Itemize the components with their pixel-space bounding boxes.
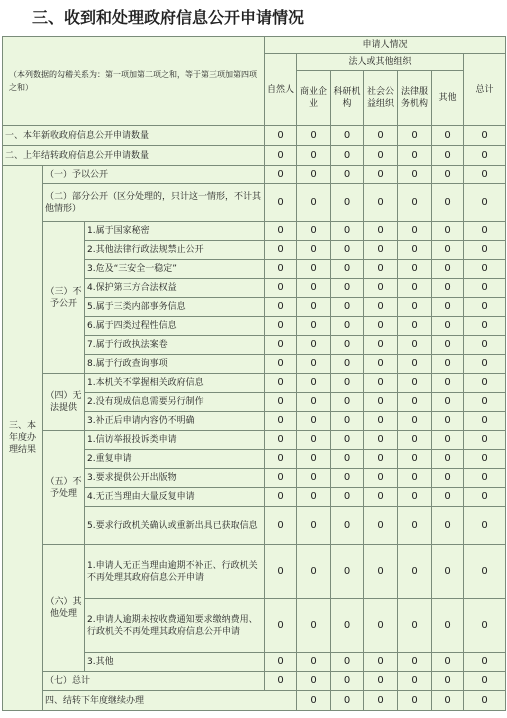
cell-value: 0 xyxy=(331,653,364,672)
row-label: （二）部分公开（区分处理的，只计这一情形，不计其他情形） xyxy=(43,184,265,222)
group-unable-provide: （四）无法提供 xyxy=(43,374,85,431)
row-label: 5.属于三类内部事务信息 xyxy=(85,298,265,317)
cell-value: 0 xyxy=(297,431,331,450)
cell-value: 0 xyxy=(297,691,331,711)
cell-value: 0 xyxy=(398,599,432,653)
cell-value: 0 xyxy=(297,355,331,374)
cell-value: 0 xyxy=(265,298,297,317)
row-label: 1.信访举报投诉类申请 xyxy=(85,431,265,450)
cell-value: 0 xyxy=(398,545,432,599)
cell-value: 0 xyxy=(364,374,398,393)
cell-value: 0 xyxy=(432,545,464,599)
cell-value: 0 xyxy=(265,336,297,355)
cell-value: 0 xyxy=(297,488,331,507)
cell-value: 0 xyxy=(432,653,464,672)
cell-value: 0 xyxy=(364,469,398,488)
page-title: 三、收到和处理政府信息公开申请情况 xyxy=(32,8,305,27)
cell-value: 0 xyxy=(398,393,432,412)
cell-value: 0 xyxy=(364,599,398,653)
cell-value: 0 xyxy=(464,146,506,166)
cell-value: 0 xyxy=(432,279,464,298)
cell-value: 0 xyxy=(265,412,297,431)
cell-value: 0 xyxy=(432,431,464,450)
cell-value: 0 xyxy=(464,166,506,184)
cell-value: 0 xyxy=(265,672,297,691)
cell-value: 0 xyxy=(398,412,432,431)
row-label: 2.申请人逾期未按收费通知要求缴纳费用、行政机关不再处理其政府信息公开申请 xyxy=(85,599,265,653)
cell-value: 0 xyxy=(432,355,464,374)
cell-value: 0 xyxy=(297,393,331,412)
cell-value: 0 xyxy=(464,184,506,222)
info-disclosure-table xyxy=(2,36,506,711)
row-label: 6.属于四类过程性信息 xyxy=(85,317,265,336)
cell-value: 0 xyxy=(364,653,398,672)
cell-value: 0 xyxy=(331,260,364,279)
cell-value: 0 xyxy=(297,241,331,260)
row-label: 3.其他 xyxy=(85,653,265,672)
cell-value: 0 xyxy=(265,393,297,412)
cell-value: 0 xyxy=(464,222,506,241)
cell-value: 0 xyxy=(364,126,398,146)
cell-value: 0 xyxy=(265,184,297,222)
cell-value: 0 xyxy=(464,599,506,653)
cell-value: 0 xyxy=(364,431,398,450)
cell-value: 0 xyxy=(331,545,364,599)
row-label: 3.补正后申请内容仍不明确 xyxy=(85,412,265,431)
cell-value: 0 xyxy=(265,241,297,260)
cell-value: 0 xyxy=(297,279,331,298)
cell-value: 0 xyxy=(432,374,464,393)
cell-value: 0 xyxy=(464,653,506,672)
cell-value: 0 xyxy=(265,374,297,393)
row-label: （一）予以公开 xyxy=(43,166,265,184)
cell-value: 0 xyxy=(432,126,464,146)
header-social: 社会公益组织 xyxy=(364,71,398,126)
cell-value: 0 xyxy=(265,450,297,469)
cell-value: 0 xyxy=(464,545,506,599)
cell-value: 0 xyxy=(297,374,331,393)
cell-value: 0 xyxy=(432,507,464,545)
cell-value: 0 xyxy=(265,146,297,166)
cell-value: 0 xyxy=(432,672,464,691)
cell-value: 0 xyxy=(398,241,432,260)
cell-value: 0 xyxy=(398,431,432,450)
row-label: 2.其他法律行政法规禁止公开 xyxy=(85,241,265,260)
cell-value: 0 xyxy=(297,653,331,672)
cell-value: 0 xyxy=(464,317,506,336)
cell-value: 0 xyxy=(432,450,464,469)
cell-value: 0 xyxy=(297,222,331,241)
cell-value: 0 xyxy=(398,260,432,279)
cell-value: 0 xyxy=(265,355,297,374)
group-not-disclosed: （三）不予公开 xyxy=(43,222,85,374)
cell-value: 0 xyxy=(364,545,398,599)
cell-value: 0 xyxy=(464,374,506,393)
cell-value: 0 xyxy=(432,691,464,711)
cell-value: 0 xyxy=(265,222,297,241)
header-legal-group: 法人或其他组织 xyxy=(297,54,464,71)
cell-value: 0 xyxy=(297,450,331,469)
row-label: 7.属于行政执法案卷 xyxy=(85,336,265,355)
cell-value: 0 xyxy=(265,317,297,336)
cell-value: 0 xyxy=(331,279,364,298)
group-not-processed: （五）不予处理 xyxy=(43,431,85,545)
row-label: 3.危及“三安全一稳定” xyxy=(85,260,265,279)
cell-value: 0 xyxy=(265,488,297,507)
cell-value: 0 xyxy=(364,146,398,166)
cell-value: 0 xyxy=(398,336,432,355)
cell-value: 0 xyxy=(364,336,398,355)
cell-value: 0 xyxy=(297,146,331,166)
cell-value: 0 xyxy=(432,222,464,241)
cell-value: 0 xyxy=(432,298,464,317)
cell-value: 0 xyxy=(265,279,297,298)
cell-value: 0 xyxy=(297,166,331,184)
header-total: 总计 xyxy=(464,54,506,126)
cell-value: 0 xyxy=(398,126,432,146)
cell-value: 0 xyxy=(464,298,506,317)
cell-value: 0 xyxy=(364,241,398,260)
cell-value: 0 xyxy=(398,691,432,711)
cell-value: 0 xyxy=(265,126,297,146)
cell-value: 0 xyxy=(464,393,506,412)
cell-value: 0 xyxy=(297,507,331,545)
cell-value: 0 xyxy=(364,355,398,374)
cell-value: 0 xyxy=(364,317,398,336)
cell-value: 0 xyxy=(297,599,331,653)
cell-value: 0 xyxy=(432,241,464,260)
cell-value: 0 xyxy=(265,545,297,599)
cell-value: 0 xyxy=(331,488,364,507)
cell-value: 0 xyxy=(297,469,331,488)
cell-value: 0 xyxy=(331,355,364,374)
cell-value: 0 xyxy=(398,166,432,184)
cell-value: 0 xyxy=(464,507,506,545)
cell-value: 0 xyxy=(297,672,331,691)
cell-value: 0 xyxy=(331,450,364,469)
row-label: 8.属于行政查询事项 xyxy=(85,355,265,374)
cell-value: 0 xyxy=(398,672,432,691)
cell-value: 0 xyxy=(432,393,464,412)
cell-value: 0 xyxy=(398,317,432,336)
cell-value: 0 xyxy=(364,488,398,507)
cell-value: 0 xyxy=(265,507,297,545)
cell-value: 0 xyxy=(331,146,364,166)
cell-value: 0 xyxy=(331,374,364,393)
cell-value: 0 xyxy=(331,317,364,336)
cell-value: 0 xyxy=(464,672,506,691)
cell-value: 0 xyxy=(398,374,432,393)
cell-value: 0 xyxy=(364,279,398,298)
cell-value: 0 xyxy=(331,222,364,241)
cell-value: 0 xyxy=(398,450,432,469)
cell-value: 0 xyxy=(464,355,506,374)
cell-value: 0 xyxy=(398,146,432,166)
row-label: 1.申请人无正当理由逾期不补正、行政机关不再处理其政府信息公开申请 xyxy=(85,545,265,599)
cell-value: 0 xyxy=(432,599,464,653)
cell-value: 0 xyxy=(331,126,364,146)
cell-value: 0 xyxy=(398,279,432,298)
cell-value: 0 xyxy=(331,431,364,450)
row-label: 5.要求行政机关确认或重新出具已获取信息 xyxy=(85,507,265,545)
row-label: 四、结转下年度继续办理 xyxy=(43,691,297,711)
cell-value: 0 xyxy=(464,279,506,298)
cell-value: 0 xyxy=(398,488,432,507)
cell-value: 0 xyxy=(464,336,506,355)
cell-value: 0 xyxy=(464,260,506,279)
cell-value: 0 xyxy=(297,336,331,355)
cell-value: 0 xyxy=(265,166,297,184)
header-legal-service: 法律服务机构 xyxy=(398,71,432,126)
cell-value: 0 xyxy=(331,241,364,260)
header-other: 其他 xyxy=(432,71,464,126)
header-applicant: 申请人情况 xyxy=(265,37,506,54)
cell-value: 0 xyxy=(364,691,398,711)
cell-value: 0 xyxy=(364,184,398,222)
cell-value: 0 xyxy=(464,412,506,431)
cell-value: 0 xyxy=(331,469,364,488)
cell-value: 0 xyxy=(364,298,398,317)
cell-value: 0 xyxy=(331,412,364,431)
cell-value: 0 xyxy=(331,336,364,355)
cell-value: 0 xyxy=(432,166,464,184)
row-label: （七）总计 xyxy=(43,672,265,691)
cell-value: 0 xyxy=(464,431,506,450)
cell-value: 0 xyxy=(432,336,464,355)
cell-value: 0 xyxy=(297,412,331,431)
cell-value: 0 xyxy=(364,672,398,691)
group-other-processing: （六）其他处理 xyxy=(43,545,85,672)
cell-value: 0 xyxy=(398,507,432,545)
row-label: 1.属于国家秘密 xyxy=(85,222,265,241)
cell-value: 0 xyxy=(364,393,398,412)
cell-value: 0 xyxy=(432,317,464,336)
row-label: 一、本年新收政府信息公开申请数量 xyxy=(3,126,265,146)
header-research: 科研机构 xyxy=(331,71,364,126)
row-label: 4.保护第三方合法权益 xyxy=(85,279,265,298)
cell-value: 0 xyxy=(331,691,364,711)
cell-value: 0 xyxy=(297,126,331,146)
cell-value: 0 xyxy=(265,431,297,450)
cell-value: 0 xyxy=(464,691,506,711)
cell-value: 0 xyxy=(432,146,464,166)
cell-value: 0 xyxy=(464,241,506,260)
cell-value: 0 xyxy=(398,222,432,241)
cell-value: 0 xyxy=(297,184,331,222)
group-year-result: 三、本年度办理结果 xyxy=(3,166,43,711)
header-natural-person: 自然人 xyxy=(265,54,297,126)
row-label: 2.重复申请 xyxy=(85,450,265,469)
cell-value: 0 xyxy=(464,488,506,507)
cell-value: 0 xyxy=(297,298,331,317)
cell-value: 0 xyxy=(364,222,398,241)
header-commercial: 商业企业 xyxy=(297,71,331,126)
row-label: 3.要求提供公开出版物 xyxy=(85,469,265,488)
cell-value: 0 xyxy=(364,412,398,431)
cell-value: 0 xyxy=(331,166,364,184)
cell-value: 0 xyxy=(432,260,464,279)
cell-value: 0 xyxy=(297,317,331,336)
cell-value: 0 xyxy=(464,450,506,469)
cell-value: 0 xyxy=(364,166,398,184)
cell-value: 0 xyxy=(398,184,432,222)
cell-value: 0 xyxy=(297,545,331,599)
cell-value: 0 xyxy=(331,507,364,545)
row-label: 2.没有现成信息需要另行制作 xyxy=(85,393,265,412)
cell-value: 0 xyxy=(331,184,364,222)
cell-value: 0 xyxy=(364,260,398,279)
cell-value: 0 xyxy=(464,469,506,488)
cell-value: 0 xyxy=(331,393,364,412)
header-note: （本列数据的勾稽关系为：第一项加第二项之和，等于第三项加第四项之和） xyxy=(3,37,265,126)
cell-value: 0 xyxy=(297,260,331,279)
cell-value: 0 xyxy=(265,653,297,672)
row-label: 4.无正当理由大量反复申请 xyxy=(85,488,265,507)
cell-value: 0 xyxy=(398,653,432,672)
cell-value: 0 xyxy=(432,184,464,222)
cell-value: 0 xyxy=(331,672,364,691)
cell-value: 0 xyxy=(398,298,432,317)
row-label: 1.本机关不掌握相关政府信息 xyxy=(85,374,265,393)
cell-value: 0 xyxy=(331,298,364,317)
cell-value: 0 xyxy=(464,126,506,146)
cell-value: 0 xyxy=(331,599,364,653)
cell-value: 0 xyxy=(364,450,398,469)
cell-value: 0 xyxy=(398,355,432,374)
cell-value: 0 xyxy=(398,469,432,488)
cell-value: 0 xyxy=(432,488,464,507)
cell-value: 0 xyxy=(265,260,297,279)
cell-value: 0 xyxy=(265,599,297,653)
cell-value: 0 xyxy=(364,507,398,545)
cell-value: 0 xyxy=(265,469,297,488)
row-label: 二、上年结转政府信息公开申请数量 xyxy=(3,146,265,166)
cell-value: 0 xyxy=(432,412,464,431)
cell-value: 0 xyxy=(432,469,464,488)
